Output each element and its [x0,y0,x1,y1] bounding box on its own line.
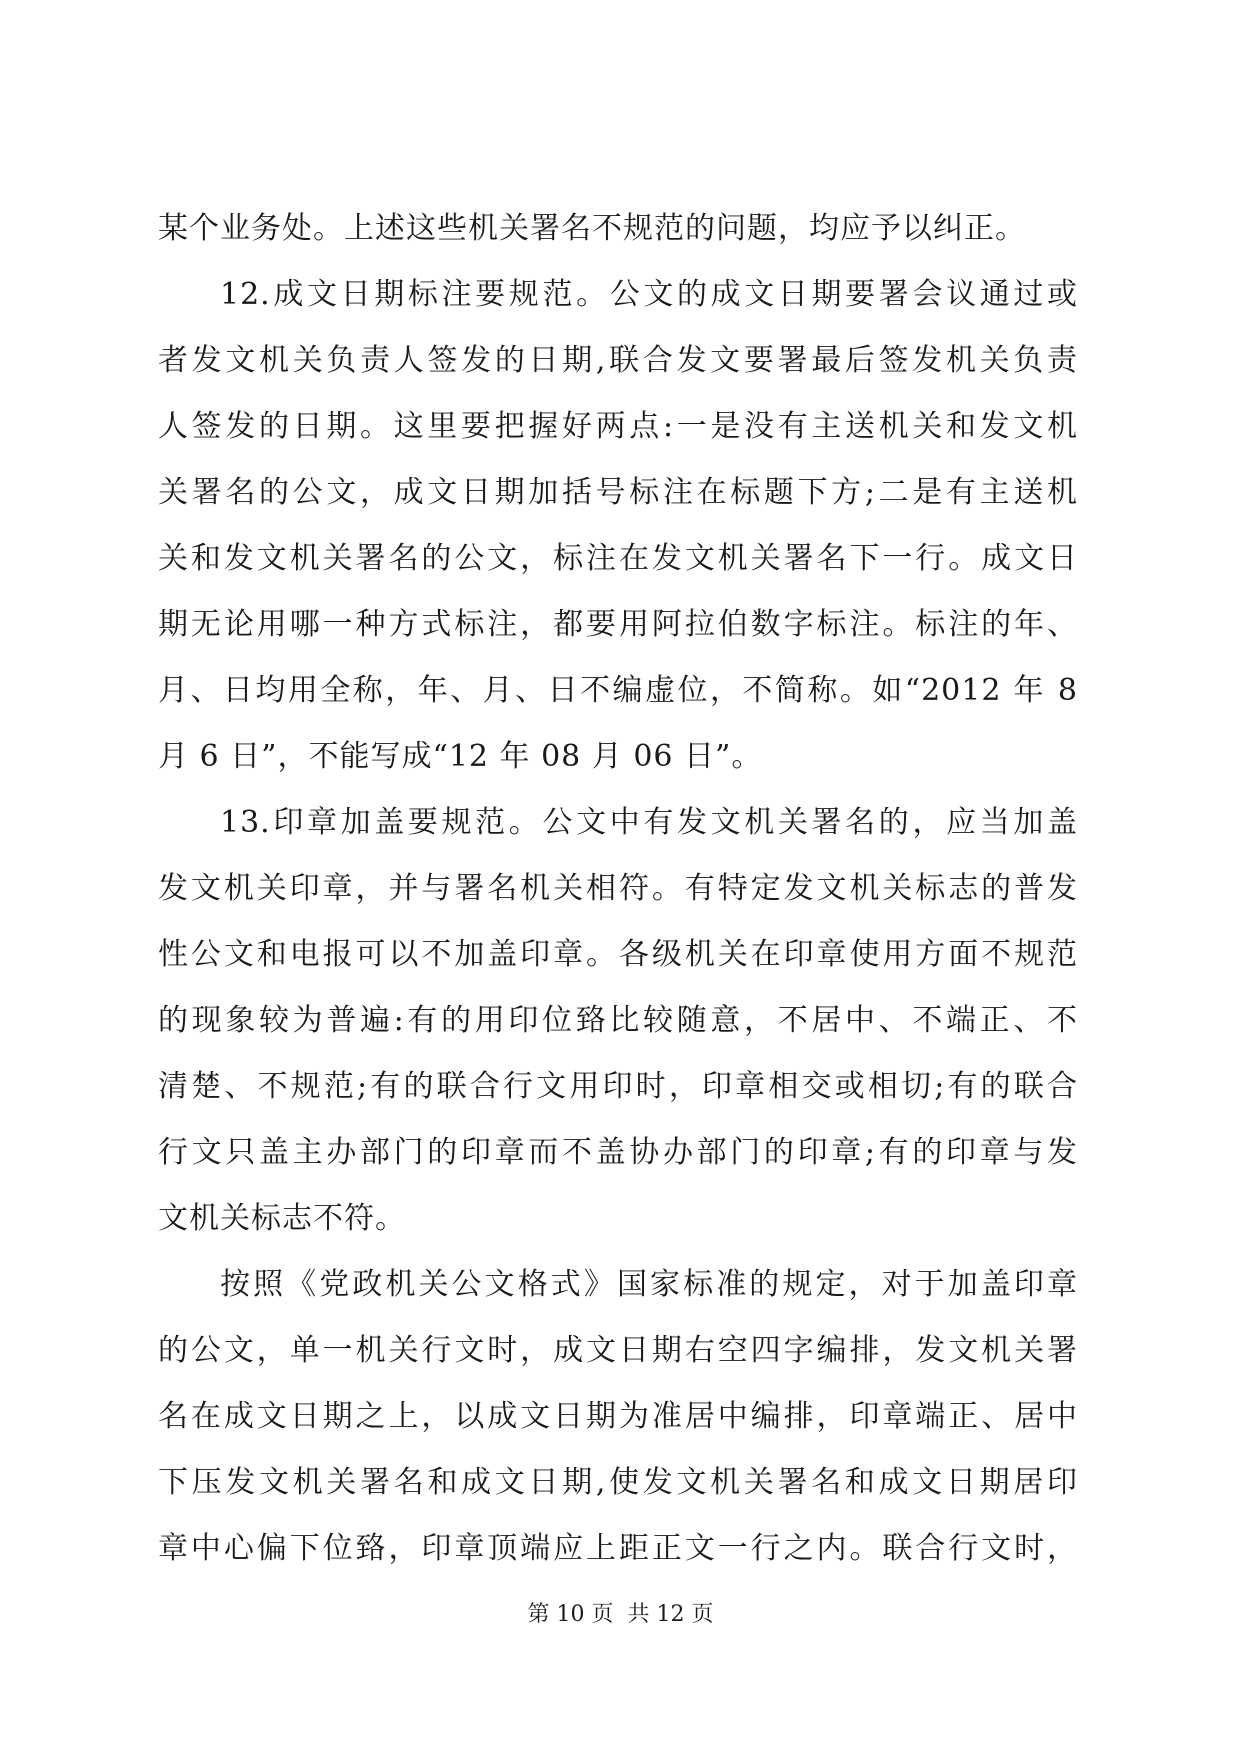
text-line: 发文机关印章，并与署名机关相符。有特定发文机关标志的普发 [158,871,1078,906]
text-line: 月 6 日”，不能写成“12 年 08 月 06 日”。 [158,739,763,774]
text-line: 名在成文日期之上，以成文日期为准居中编排，印章端正、居中 [158,1399,1078,1434]
text-line: 关和发文机关署名的公文，标注在发文机关署名下一行。成文日 [158,541,1078,576]
text-line: 关署名的公文，成文日期加括号标注在标题下方;二是有主送机 [158,475,1078,510]
page-footer [0,1600,1241,1630]
text-line: 下压发文机关署名和成文日期,使发文机关署名和成文日期居印 [158,1465,1078,1500]
text-line: 按照《党政机关公文格式》国家标准的规定，对于加盖印章 [220,1267,1078,1302]
text-line: 期无论用哪一种方式标注，都要用阿拉伯数字标注。标注的年、 [158,607,1078,642]
text-line: 文机关标志不符。 [158,1201,406,1236]
text-line: 月、日均用全称，年、月、日不编虚位，不简称。如“2012 年 8 [158,673,1078,708]
text-line: 者发文机关负责人签发的日期,联合发文要署最后签发机关负责 [158,343,1078,378]
text-line: 章中心偏下位臵，印章顶端应上距正文一行之内。联合行文时， [158,1531,1078,1566]
text-line: 13.印章加盖要规范。公文中有发文机关署名的，应当加盖 [220,805,1078,840]
text-line: 清楚、不规范;有的联合行文用印时，印章相交或相切;有的联合 [158,1069,1078,1104]
text-line: 行文只盖主办部门的印章而不盖协办部门的印章;有的印章与发 [158,1135,1078,1170]
text-line: 性公文和电报可以不加盖印章。各级机关在印章使用方面不规范 [158,937,1078,972]
text-line: 12.成文日期标注要规范。公文的成文日期要署会议通过或 [220,277,1078,312]
text-line: 的现象较为普遍:有的用印位臵比较随意，不居中、不端正、不 [158,1003,1078,1038]
text-line: 某个业务处。上述这些机关署名不规范的问题，均应予以纠正。 [158,211,1026,246]
text-line: 人签发的日期。这里要把握好两点:一是没有主送机关和发文机 [158,409,1078,444]
text-line: 的公文，单一机关行文时，成文日期右空四字编排，发文机关署 [158,1333,1078,1368]
page-number-label: 第 10 页 共 12 页 [527,1602,714,1627]
document-body [158,196,1078,1582]
